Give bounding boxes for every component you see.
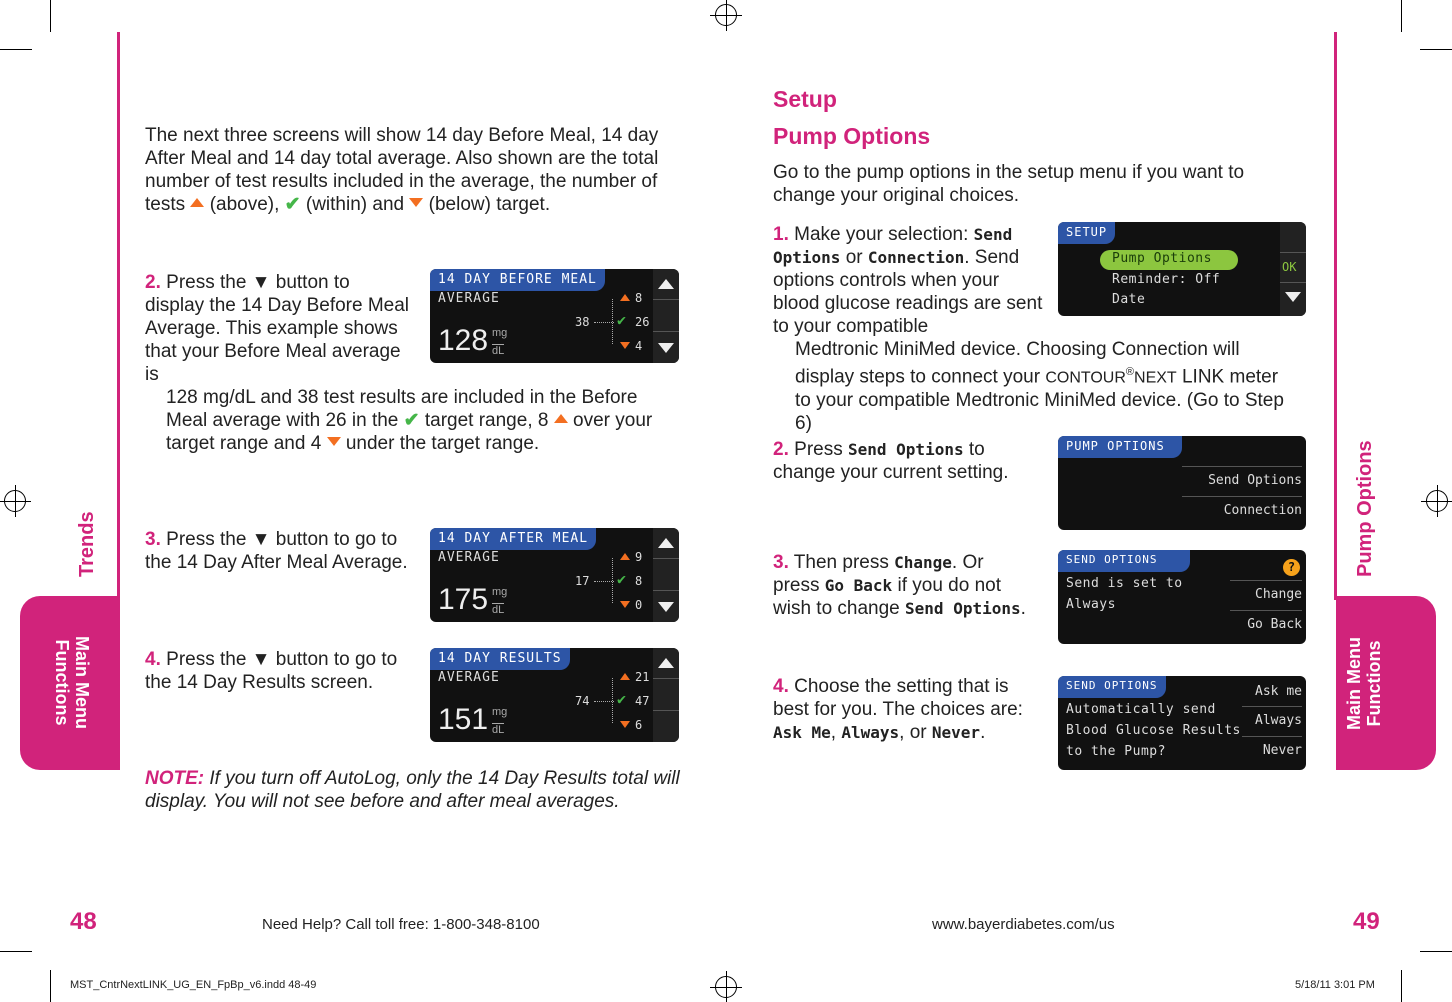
scroll-down-icon[interactable]	[658, 602, 674, 612]
scroll-buttons	[653, 648, 679, 742]
meter-screen-send-choice	[1058, 676, 1306, 770]
menu-item-date[interactable]: Date	[1112, 292, 1146, 307]
arrow-up-icon	[620, 294, 630, 301]
crop-mark	[1420, 951, 1452, 952]
arrow-up-icon	[554, 414, 568, 423]
divider	[653, 710, 679, 711]
screen-header: 14 DAY RESULTS	[430, 648, 570, 670]
within-count: 47	[635, 694, 650, 708]
heading-pump-options: Pump Options	[773, 123, 931, 149]
always-button[interactable]: Always	[1242, 706, 1302, 728]
dotted-line	[612, 558, 613, 603]
above-count: 21	[635, 670, 650, 684]
ask-me-button[interactable]: Ask me	[1255, 684, 1302, 699]
status-line: Send is set to	[1066, 576, 1183, 591]
average-label: AVERAGE	[438, 550, 500, 565]
divider	[653, 331, 679, 332]
go-back-button[interactable]: Go Back	[1230, 610, 1302, 632]
arrow-up-icon	[190, 198, 204, 207]
menu-item-pump-options[interactable]: Pump Options	[1100, 250, 1238, 270]
step-2-left-cont: 128 mg/dL and 38 test results are included in the Before Meal average with 26 in the ✔ target range, 8 over your target range and 4 under the target range.	[166, 387, 653, 454]
crop-mark	[50, 0, 51, 32]
meter-screen-before-meal	[430, 269, 679, 363]
screen-header: SEND OPTIONS	[1058, 676, 1166, 698]
side-tab-main-menu	[20, 596, 120, 770]
crop-mark	[0, 49, 32, 50]
within-count: 8	[635, 574, 643, 588]
side-tab-main-menu-label: Main Menu Functions	[1344, 637, 1384, 730]
average-label: AVERAGE	[438, 670, 500, 685]
divider	[653, 678, 679, 679]
registration-mark-icon	[715, 976, 737, 998]
meter-screen-pump-options	[1058, 436, 1306, 530]
unit-dl: dL	[492, 345, 505, 357]
crop-mark	[1401, 0, 1402, 32]
step-2-right: 2. Press Send Options to change your current setting.	[773, 439, 1009, 483]
divider	[1280, 252, 1306, 253]
step-4-right: 4. Choose the setting that is best for you. The choices are: Ask Me, Always, or Never.	[773, 676, 1023, 743]
registration-mark-icon	[4, 490, 26, 512]
check-icon: ✔	[403, 410, 420, 431]
unit-dl: dL	[492, 604, 505, 616]
average-value: 128	[438, 324, 489, 357]
screen-header: PUMP OPTIONS	[1058, 436, 1182, 458]
crop-mark	[0, 951, 32, 952]
scroll-up-icon[interactable]	[658, 538, 674, 548]
arrow-up-icon	[620, 553, 630, 560]
average-value: 151	[438, 703, 489, 736]
footer-url: www.bayerdiabetes.com/us	[932, 916, 1115, 933]
screen-header: SEND OPTIONS	[1058, 550, 1190, 572]
screen-header: 14 DAY AFTER MEAL	[430, 528, 596, 550]
step-1-right-cont: Medtronic MiniMed device. Choosing Connection will display steps to connect your CONTOUR®NEXT LINK meter to your compatible Medtronic MiniMed device. (Go to Step 6)	[795, 339, 1284, 435]
side-tab-main-menu	[1336, 596, 1436, 770]
arrow-down-icon	[620, 721, 630, 728]
side-tab-main-menu-label: Main Menu Functions	[52, 636, 92, 729]
total-count: 38	[575, 315, 590, 329]
screen-header: SETUP	[1058, 222, 1115, 244]
divider	[653, 299, 679, 300]
send-options-button[interactable]: Send Options	[1182, 466, 1302, 488]
scroll-buttons	[653, 528, 679, 622]
screen-header: 14 DAY BEFORE MEAL	[430, 269, 605, 291]
dotted-line	[612, 678, 613, 723]
crop-mark	[1420, 49, 1452, 50]
left-margin-rule	[117, 32, 120, 600]
intro-paragraph: The next three screens will show 14 day Before Meal, 14 day After Meal and 14 day total average. Also shown are the total number of test results included in the average, the number of tests (above), ✔ (within) and (below) target.	[145, 125, 659, 215]
unit-mg: mg	[492, 706, 508, 718]
meter-screen-send-options	[1058, 550, 1306, 644]
unit-mg: mg	[492, 586, 508, 598]
footer-help: Need Help? Call toll free: 1-800-348-8100	[262, 916, 540, 933]
registration-mark-icon	[715, 4, 737, 26]
below-count: 0	[635, 598, 643, 612]
unit-dl: dL	[492, 724, 505, 736]
below-count: 4	[635, 339, 643, 353]
arrow-down-icon	[620, 342, 630, 349]
divider	[1280, 282, 1306, 283]
arrow-down-icon	[620, 601, 630, 608]
step-3-left: 3. Press the ▼ button to go to the 14 Day After Meal Average.	[145, 529, 408, 573]
step-2-left: 2. Press the ▼ button to display the 14 Day Before Meal Average. This example shows that your Before Meal average is	[145, 272, 410, 385]
check-icon: ✔	[617, 311, 627, 329]
arrow-down-icon	[409, 198, 423, 207]
arrow-down-icon	[327, 437, 341, 446]
unit-mg: mg	[492, 327, 508, 339]
side-tab-pump-options: Pump Options	[1354, 440, 1376, 577]
above-count: 8	[635, 291, 643, 305]
step-3-right: 3. Then press Change. Or press Go Back if you do not wish to change Send Options.	[773, 552, 1026, 619]
menu-item-reminder[interactable]: Reminder: Off	[1112, 272, 1221, 287]
change-button[interactable]: Change	[1230, 580, 1302, 602]
step-1-right: 1. Make your selection: Send Options or Connection. Send options controls when your blood glucose readings are sent to your compatible	[773, 224, 1043, 337]
meter-screen-after-meal	[430, 528, 679, 622]
crop-mark	[1401, 970, 1402, 1002]
check-icon: ✔	[284, 194, 301, 215]
divider	[653, 558, 679, 559]
prompt-line: to the Pump?	[1066, 744, 1166, 759]
check-icon: ✔	[617, 570, 627, 588]
arrow-up-icon	[620, 673, 630, 680]
scroll-buttons	[653, 269, 679, 363]
connection-button[interactable]: Connection	[1182, 496, 1302, 518]
note: NOTE: If you turn off AutoLog, only the 14 Day Results total will display. You will not see before and after meal averages.	[145, 768, 680, 812]
status-value: Always	[1066, 597, 1116, 612]
prompt-line: Automatically send	[1066, 702, 1216, 717]
dotted-line	[594, 701, 614, 702]
within-count: 26	[635, 315, 650, 329]
crop-mark	[50, 970, 51, 1002]
divider	[653, 590, 679, 591]
registration-mark-icon	[1426, 490, 1448, 512]
above-count: 9	[635, 550, 643, 564]
scroll-down-icon[interactable]	[658, 343, 674, 353]
prompt-line: Blood Glucose Results	[1066, 723, 1241, 738]
never-button[interactable]: Never	[1242, 736, 1302, 758]
step-4-left: 4. Press the ▼ button to go to the 14 Day Results screen.	[145, 649, 398, 693]
meter-screen-results	[430, 648, 679, 742]
right-margin-rule	[1334, 32, 1337, 600]
below-count: 6	[635, 718, 643, 732]
slug-date: 5/18/11 3:01 PM	[1295, 979, 1375, 991]
average-label: AVERAGE	[438, 291, 500, 306]
total-count: 17	[575, 574, 590, 588]
side-tab-trends: Trends	[76, 511, 98, 577]
dotted-line	[594, 322, 614, 323]
scroll-down-icon[interactable]	[1285, 292, 1301, 302]
average-value: 175	[438, 583, 489, 616]
right-intro: Go to the pump options in the setup menu if you want to change your original choices.	[773, 162, 1245, 206]
check-icon: ✔	[617, 690, 627, 708]
ok-button[interactable]: OK	[1282, 260, 1297, 274]
scroll-buttons	[1280, 222, 1306, 316]
scroll-up-icon[interactable]	[658, 658, 674, 668]
dotted-line	[594, 581, 614, 582]
slug-filename: MST_CntrNextLINK_UG_EN_FpBp_v6.indd 48-49	[70, 979, 317, 991]
page-number-right: 49	[1353, 908, 1380, 935]
help-icon[interactable]: ?	[1283, 559, 1300, 576]
scroll-up-icon[interactable]	[658, 279, 674, 289]
meter-screen-setup	[1058, 222, 1306, 316]
heading-setup: Setup	[773, 86, 837, 112]
page-number-left: 48	[70, 908, 97, 935]
dotted-line	[612, 299, 613, 344]
total-count: 74	[575, 694, 590, 708]
